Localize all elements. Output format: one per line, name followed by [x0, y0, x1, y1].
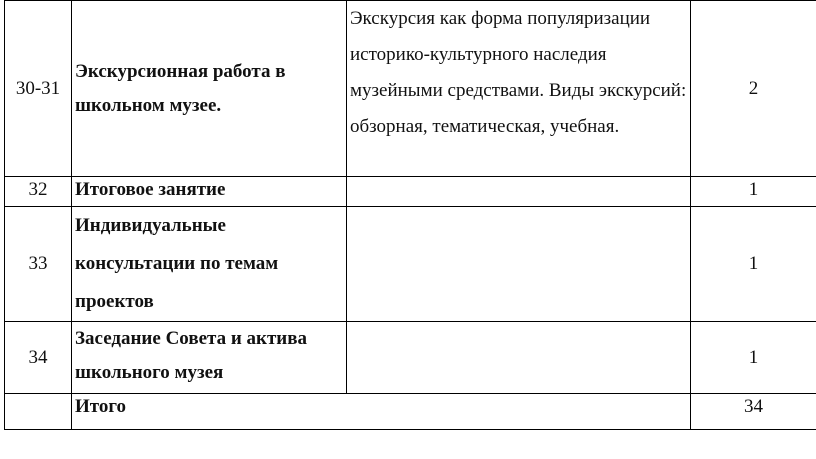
lesson-hours: 1	[691, 322, 816, 394]
lesson-topic: Экскурсионная работа в школьном музее.	[72, 1, 347, 177]
lesson-hours: 1	[691, 177, 816, 207]
lesson-description	[347, 177, 691, 207]
lesson-description: Экскурсия как форма популяризации историко-культурного наследия музейными средствами. Виды экскурсий: обзорная, тематическая, учебная.	[347, 1, 691, 177]
lesson-hours: 1	[691, 207, 816, 322]
table-row	[5, 207, 816, 322]
table-row	[5, 322, 816, 394]
lesson-description	[347, 207, 691, 322]
lesson-hours: 2	[691, 1, 816, 177]
lesson-topic: Итоговое занятие	[72, 177, 347, 207]
total-row	[5, 394, 816, 430]
lesson-number: 33	[5, 207, 72, 322]
lesson-topic: Заседание Совета и актива школьного музея	[72, 322, 347, 394]
lesson-number: 34	[5, 322, 72, 394]
total-number-cell	[5, 394, 72, 430]
total-hours: 34	[691, 394, 816, 430]
table-row	[5, 1, 816, 177]
lesson-topic: Индивидуальные консультации по темам проектов	[72, 207, 347, 322]
curriculum-table	[4, 0, 816, 430]
table-row	[5, 177, 816, 207]
lesson-description	[347, 322, 691, 394]
total-label: Итого	[72, 394, 691, 430]
lesson-number: 30-31	[5, 1, 72, 177]
lesson-number: 32	[5, 177, 72, 207]
